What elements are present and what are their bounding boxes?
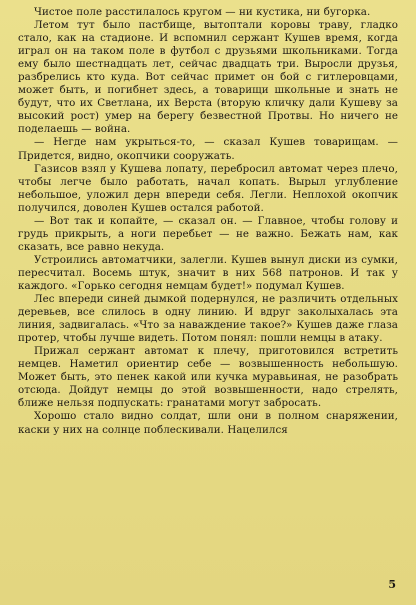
paragraph-1: Чистое поле расстилалось кругом — ни кустика, ни бугорка. bbox=[34, 6, 371, 18]
paragraph-6: Устроились автоматчики, залегли. Кушев вынул диски из сумки, пересчитал. Восемь штук, значит в них 568 патронов. И так у каждого. «Горько сегодня немцам будет!» подумал Кушев. bbox=[18, 253, 398, 292]
page-number: 5 bbox=[388, 578, 396, 591]
paragraph-2: Летом тут было пастбище, вытоптали коровы траву, гладко стало, как на стадионе. И вспомнил сержант Кушев время, когда играл он на таком поле в футбол с друзьями школьниками. Тогда ему было шестнадцать лет, сейчас двадцать три. Выросли друзья, разбрелись кто куда. Вот сейчас примет он бой с гитлеровцами, может быть, и погибнет здесь, а товарищи школьные и знать не будут, что их Светлана, их Верста (вторую кличку дали Кушеву за высокий рост) умер на берегу безвестной Протвы. Но ничего не поделаешь — война. bbox=[18, 19, 398, 136]
paragraph-8: Прижал сержант автомат к плечу, приготовился встретить немцев. Наметил ориентир себе — возвышенность небольшую. Может быть, это пенек какой или кучка муравьиная, не разобрать отсюда. Дойдут немцы до этой возвышенности, надо стрелять, ближе нельзя подпускать: гранатами могут забросать. bbox=[18, 345, 398, 410]
paragraph-3: — Негде нам укрыться-то, — сказал Кушев товарищам. — Придется, видно, окопчики сооружать. bbox=[18, 136, 398, 162]
paragraph-4: Газисов взял у Кушева лопату, перебросил автомат через плечо, чтобы легче было работать, начал копать. Вырыл углубление небольшое, уложил дерн впереди себя. Легли. Неплохой окопчик получился, доволен Кушев остался работой. bbox=[18, 162, 398, 214]
paragraph-7: Лес впереди синей дымкой подернулся, не различить отдельных деревьев, все слилось в одну линию. И вдруг заколыхалась эта линия, задвигалась. «Что за наваждение такое?» Кушев даже глаза протер, чтобы лучше видеть. Потом понял: пошли немцы в атаку. bbox=[18, 293, 398, 345]
paragraph-5: — Вот так и копайте, — сказал он. — Главное, чтобы голову и грудь прикрыть, а ноги перебьет — не важно. Бежать нам, как сказать, все равно некуда. bbox=[18, 214, 398, 253]
paragraph-9: Хорошо стало видно солдат, шли они в полном снаряжении, каски у них на солнце поблескивали. Нацелился bbox=[18, 410, 398, 436]
